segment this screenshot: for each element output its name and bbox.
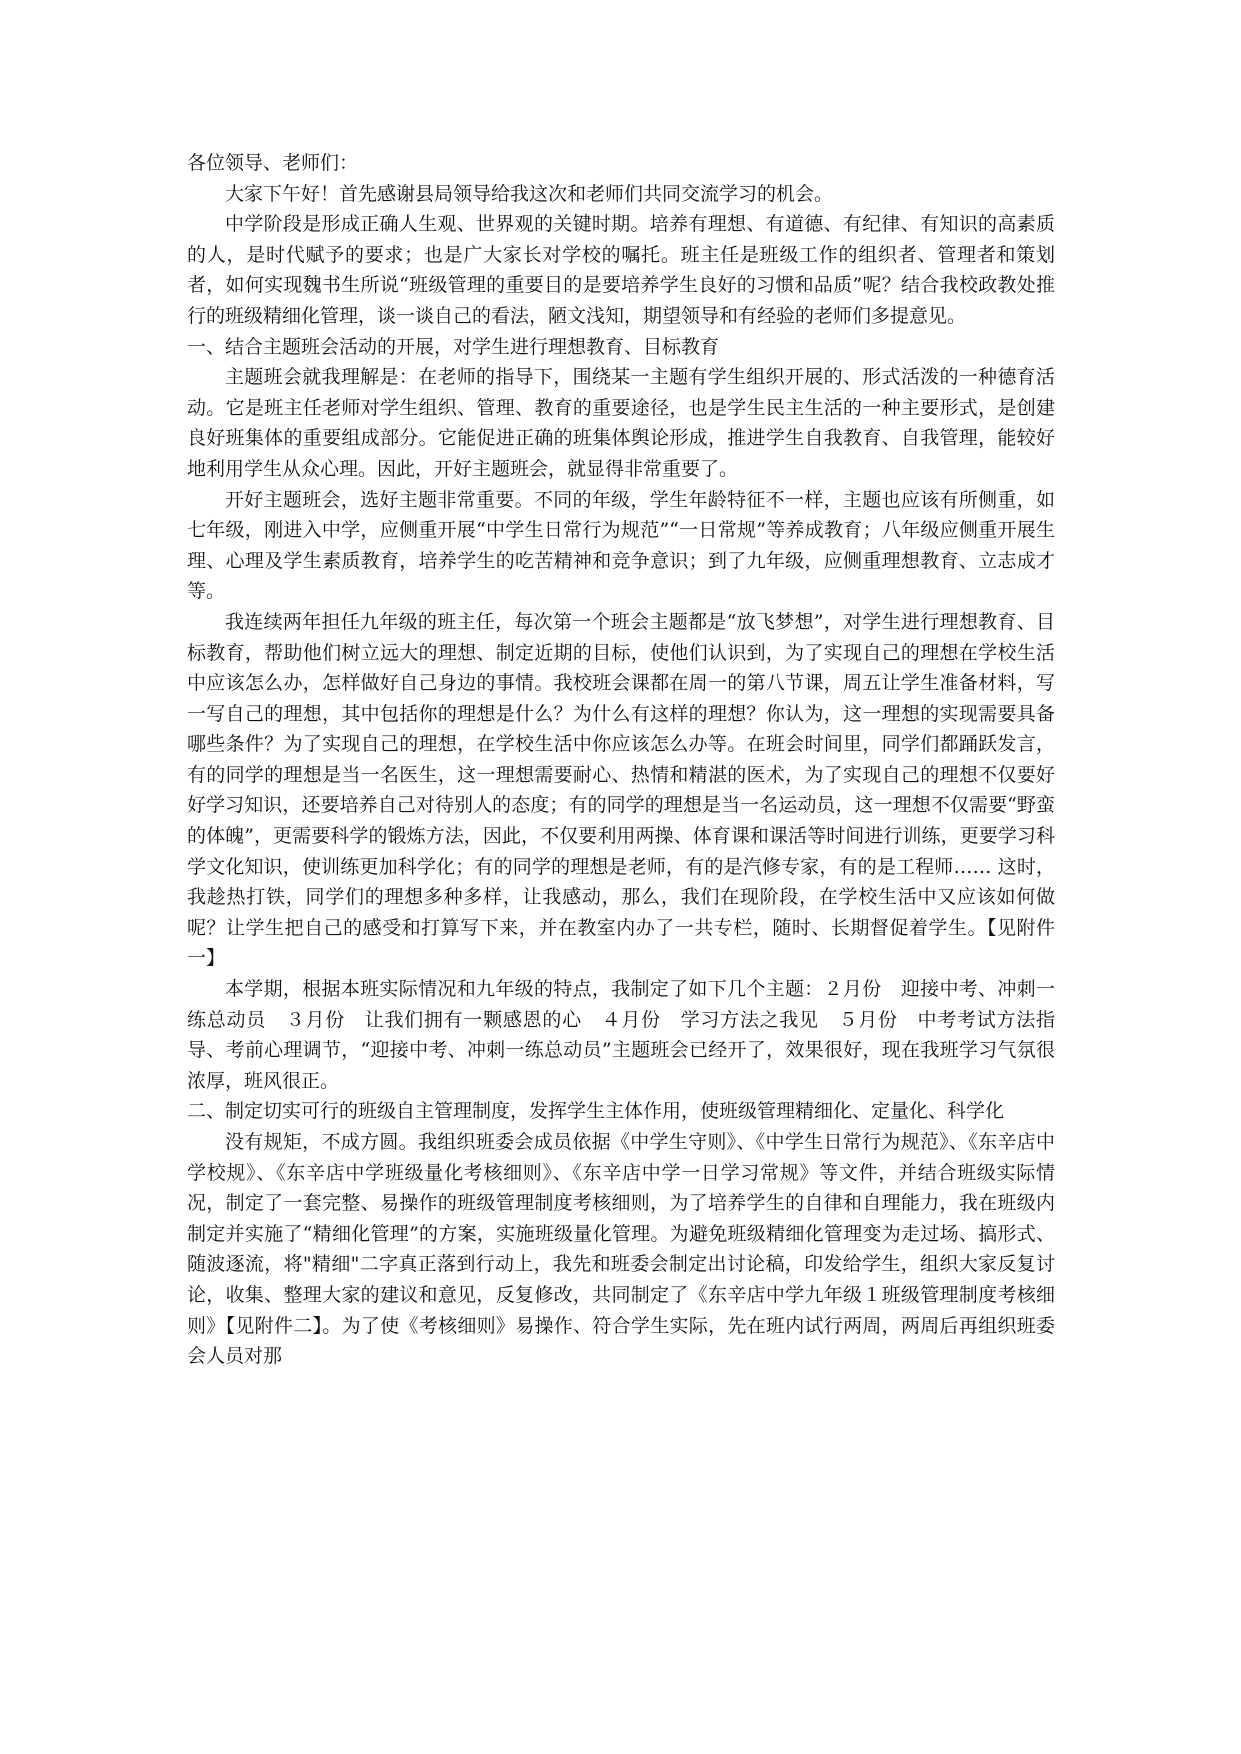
section-1-heading: 一、结合主题班会活动的开展，对学生进行理想教育、目标教育 [187, 335, 720, 358]
section-2-heading: 二、制定切实可行的班级自主管理制度，发挥学生主体作用，使班级管理精细化、定量化、科学化 [187, 1100, 1005, 1123]
section-1-paragraph: 开好主题班会，选好主题非常重要。不同的年级，学生年龄特征不一样，主题也应该有所侧重，如七年级，刚进入中学，应侧重开展“中学生日常行为规范”“一日常规”等养成教育；八年级应侧重开展生理、心理及学生素质教育，培养学生的吃苦精神和竞争意识；到了九年级，应侧重理想教育、立志成才等。 [187, 488, 1055, 603]
greeting-paragraph: 大家下午好！首先感谢县局领导给我这次和老师们共同交流学习的机会。 [225, 182, 834, 205]
intro-paragraph: 中学阶段是形成正确人生观、世界观的关键时期。培养有理想、有道德、有纪律、有知识的高素质的人，是时代赋予的要求；也是广大家长对学校的嘱托。班主任是班级工作的组织者、管理者和策划者，如何实现魏书生所说“班级管理的重要目的是要培养学生良好的习惯和品质”呢？结合我校政教处推行的班级精细化管理，谈一谈自己的看法，陋文浅知，期望领导和有经验的老师们多提意见。 [187, 213, 1055, 327]
section-1-paragraph: 本学期，根据本班实际情况和九年级的特点，我制定了如下几个主题：２月份 迎接中考、冲刺一练总动员 ３月份 让我们拥有一颗感恩的心 ４月份 学习方法之我见 ５月份 中考考试方法指导、考前心理调节，“迎接中考、冲刺一练总动员”主题班会已经开了，效果很好，现在我班学习气氛很浓厚，班风很正。 [187, 978, 1055, 1092]
document-page [187, 148, 1055, 1372]
section-1-paragraph: 主题班会就我理解是：在老师的指导下，围绕某一主题有学生组织开展的、形式活泼的一种德育活动。它是班主任老师对学生组织、管理、教育的重要途径，也是学生民主生活的一种主要形式，是创建良好班集体的重要组成部分。它能促进正确的班集体舆论形成，推进学生自我教育、自我管理，能较好地利用学生从众心理。因此，开好主题班会，就显得非常重要了。 [187, 366, 1055, 480]
section-2-paragraph: 没有规矩，不成方圆。我组织班委会成员依据《中学生守则》、《中学生日常行为规范》、《东辛店中学校规》、《东辛店中学班级量化考核细则》、《东辛店中学一日学习常规》等文件，并结合班级实际情况，制定了一套完整、易操作的班级管理制度考核细则，为了培养学生的自律和自理能力，我在班级内制定并实施了“精细化管理”的方案，实施班级量化管理。为避免班级精细化管理变为走过场、搞形式、随波逐流，将"精细"二字真正落到行动上，我先和班委会制定出讨论稿，印发给学生，组织大家反复讨论，收集、整理大家的建议和意见，反复修改，共同制定了《东辛店中学九年级１班级管理制度考核细则》【见附件二】。为了使《考核细则》易操作、符合学生实际，先在班内试行两周，两周后再组织班委会人员对那 [187, 1131, 1055, 1368]
section-1-paragraph: 我连续两年担任九年级的班主任，每次第一个班会主题都是“放飞梦想”，对学生进行理想教育、目标教育，帮助他们树立远大的理想、制定近期的目标，使他们认识到，为了实现自己的理想在学校生活中应该怎么办，怎样做好自己身边的事情。我校班会课都在周一的第八节课，周五让学生准备材料，写一写自己的理想，其中包括你的理想是什么？为什么有这样的理想？你认为，这一理想的实现需要具备哪些条件？为了实现自己的理想，在学校生活中你应该怎么办等。在班会时间里，同学们都踊跃发言，有的同学的理想是当一名医生，这一理想需要耐心、热情和精湛的医术，为了实现自己的理想不仅要好好学习知识，还要培养自己对待别人的态度；有的同学的理想是当一名运动员，这一理想不仅需要“野蛮的体魄”，更需要科学的锻炼方法，因此，不仅要利用两操、体育课和课活等时间进行训练，更要学习科学文化知识，使训练更加科学化；有的同学的理想是老师，有的是汽修专家，有的是工程师…… 这时，我趁热打铁，同学们的理想多种多样，让我感动，那么，我们在现阶段，在学校生活中又应该如何做呢？让学生把自己的感受和打算写下来，并在教室内办了一共专栏，随时、长期督促着学生。【见附件一】 [187, 610, 1055, 970]
salutation: 各位领导、老师们： [187, 152, 359, 174]
